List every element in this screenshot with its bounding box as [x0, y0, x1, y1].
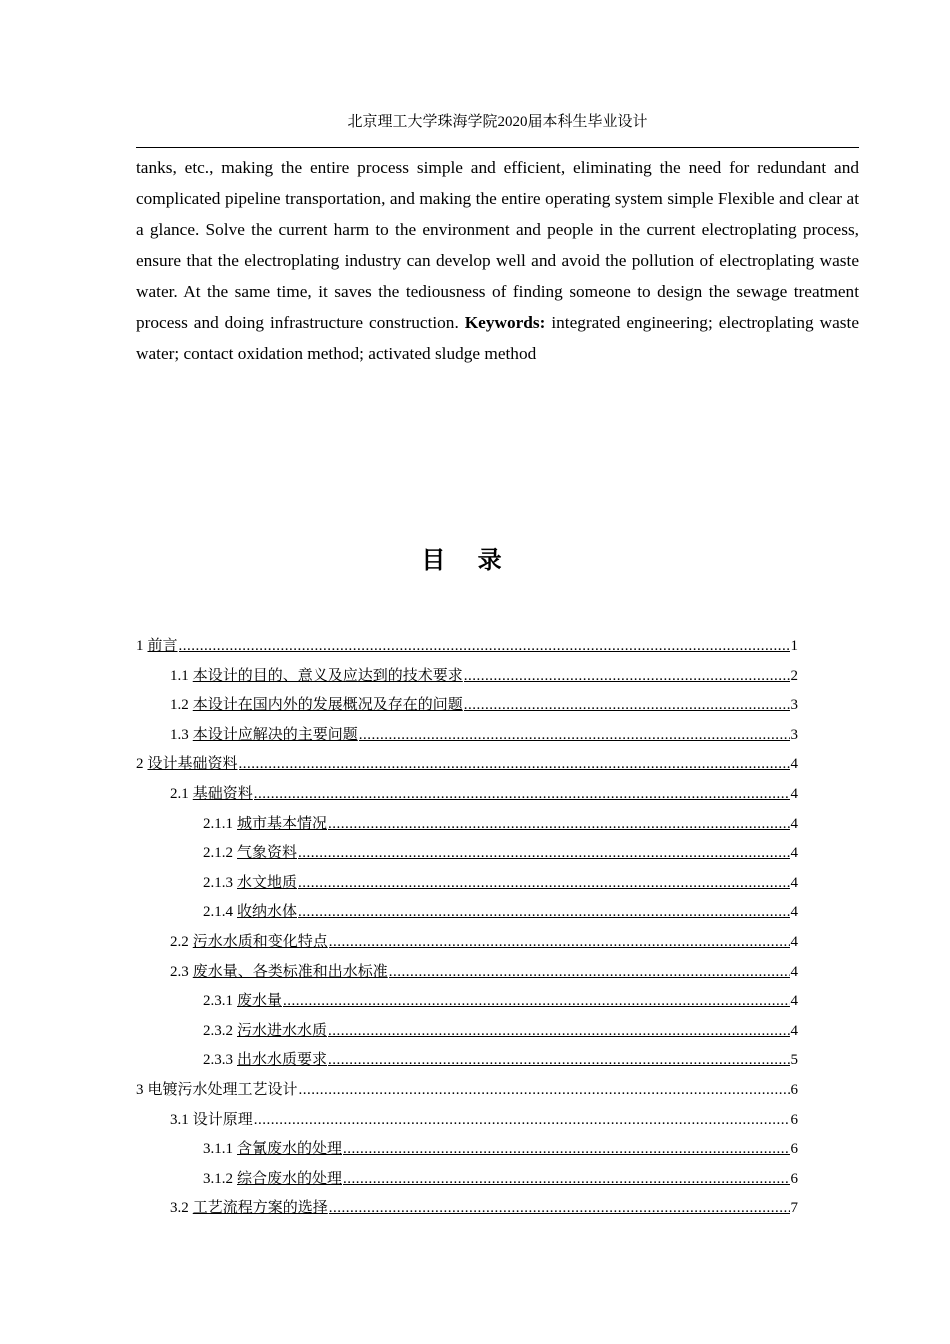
toc-number: 3.1.1	[203, 1141, 233, 1158]
toc-entry[interactable]	[136, 960, 798, 990]
toc-page-number: 4	[790, 815, 798, 832]
toc-entry[interactable]	[136, 752, 798, 782]
toc-leader	[283, 993, 789, 1010]
toc-page-number: 6	[790, 1081, 798, 1098]
toc-number: 2.1.2	[203, 845, 233, 862]
toc-page-number: 4	[790, 756, 798, 773]
toc-number: 2.2	[170, 933, 189, 950]
toc-number: 2.3.1	[203, 993, 233, 1010]
toc-page-number: 4	[790, 933, 798, 950]
toc-page-number: 6	[790, 1111, 798, 1128]
toc-page-number: 2	[790, 667, 798, 684]
toc-page-number: 4	[790, 904, 798, 921]
toc-number: 2.3.2	[203, 1022, 233, 1039]
toc-leader	[254, 786, 790, 803]
toc-number: 2.3	[170, 963, 189, 980]
toc-entry[interactable]	[136, 989, 798, 1019]
abstract-text: tanks, etc., making the entire process simple and efficient, eliminating the need for redundant and complicated pipeline transportation, and making the entire operating system simple Flexible and clear at a glance. Solve the current harm to the environment and people in the current electroplating process, ensure that the electroplating industry can develop well and avoid the pollution of electroplating waste water. At the same time, it saves the tediousness of finding someone to design the sewage treatment process and doing infrastructure construction.	[136, 158, 859, 332]
toc-entry-title[interactable]: 废水量	[237, 993, 283, 1010]
toc-entry-title[interactable]: 水文地质	[237, 874, 298, 891]
toc-page-number: 4	[790, 1022, 798, 1039]
toc-leader	[464, 697, 790, 714]
toc-page-number: 6	[790, 1141, 798, 1158]
toc-page-number: 5	[790, 1052, 798, 1069]
toc-entry-title[interactable]: 电镀污水处理工艺设计	[147, 1081, 298, 1098]
toc-entry[interactable]	[136, 634, 798, 664]
toc-page-number: 4	[790, 845, 798, 862]
toc-number: 2	[136, 756, 144, 773]
toc-entry-title[interactable]: 气象资料	[237, 845, 298, 862]
header-divider	[136, 147, 859, 148]
toc-number: 1.1	[170, 667, 189, 684]
toc-page-number: 4	[790, 785, 798, 802]
toc-page-number: 4	[790, 963, 798, 980]
toc-entry[interactable]	[136, 930, 798, 960]
toc-entry[interactable]	[136, 871, 798, 901]
toc-leader	[343, 1171, 789, 1188]
toc-number: 1	[136, 638, 144, 654]
toc-leader	[389, 964, 790, 981]
toc-leader	[359, 727, 790, 744]
toc-entry-title[interactable]: 废水量、各类标准和出水标准	[192, 963, 388, 980]
toc-entry-title[interactable]: 综合废水的处理	[237, 1170, 343, 1187]
toc-entry-title[interactable]: 本设计在国内外的发展概况及存在的问题	[192, 697, 463, 714]
toc-leader	[179, 638, 790, 655]
toc-entry[interactable]	[136, 812, 798, 842]
toc-entry[interactable]	[136, 664, 798, 694]
toc-leader	[328, 1052, 789, 1069]
keywords-label: Keywords:	[464, 313, 546, 332]
toc-number: 2.1.4	[203, 904, 233, 921]
toc-entry-title[interactable]: 含氰废水的处理	[237, 1141, 343, 1158]
toc-page-number: 6	[790, 1170, 798, 1187]
toc-number: 2.3.3	[203, 1052, 233, 1069]
toc-leader	[329, 1200, 790, 1217]
toc-leader	[328, 816, 789, 833]
toc-entry-title[interactable]: 设计基础资料	[147, 756, 238, 773]
toc-number: 3.1	[170, 1111, 189, 1128]
toc-leader	[298, 904, 789, 921]
toc-leader	[239, 756, 790, 773]
toc-entry-title[interactable]: 本设计的目的、意义及应达到的技术要求	[192, 667, 463, 684]
toc-title: 目 录	[421, 546, 514, 574]
toc-entry[interactable]	[136, 1167, 798, 1197]
toc-entry[interactable]	[136, 1108, 798, 1138]
toc-number: 3.2	[170, 1200, 189, 1217]
toc-entry[interactable]	[136, 1137, 798, 1167]
abstract-paragraph	[136, 152, 859, 369]
toc-page-number: 4	[790, 993, 798, 1010]
toc-number: 2.1.1	[203, 815, 233, 832]
page-header: 北京理工大学珠海学院2020届本科生毕业设计	[347, 114, 648, 130]
toc-leader	[328, 1023, 789, 1040]
toc-entry[interactable]	[136, 900, 798, 930]
toc-entry-title[interactable]: 污水水质和变化特点	[192, 933, 328, 950]
toc-entry[interactable]	[136, 1078, 798, 1108]
toc-entry-title[interactable]: 前言	[147, 638, 178, 654]
toc-leader	[343, 1141, 789, 1158]
toc-entry[interactable]	[136, 841, 798, 871]
toc-entry-title[interactable]: 工艺流程方案的选择	[192, 1200, 328, 1217]
toc-leader	[329, 934, 790, 951]
toc-number: 2.1.3	[203, 874, 233, 891]
toc-number: 1.3	[170, 726, 189, 743]
toc-page-number: 4	[790, 874, 798, 891]
toc-number: 1.2	[170, 697, 189, 714]
toc-entry[interactable]	[136, 782, 798, 812]
toc-entry[interactable]	[136, 723, 798, 753]
toc-entry-title[interactable]: 设计原理	[192, 1111, 253, 1128]
toc-entry[interactable]	[136, 1196, 798, 1226]
toc-page-number: 7	[790, 1200, 798, 1217]
toc-leader	[298, 845, 789, 862]
toc-entry-title[interactable]: 收纳水体	[237, 904, 298, 921]
toc-entry[interactable]	[136, 693, 798, 723]
table-of-contents	[136, 634, 798, 1226]
toc-leader	[298, 875, 789, 892]
toc-entry-title[interactable]: 基础资料	[192, 785, 253, 802]
toc-entry-title[interactable]: 城市基本情况	[237, 815, 328, 832]
toc-entry[interactable]	[136, 1048, 798, 1078]
toc-page-number: 3	[790, 697, 798, 714]
keywords-text: integrated engineering; electroplating waste water; contact oxidation method; activated sludge method	[136, 313, 859, 363]
toc-entry-title[interactable]: 出水水质要求	[237, 1052, 328, 1069]
toc-leader	[464, 668, 790, 685]
toc-page-number: 1	[790, 638, 798, 654]
toc-number: 2.1	[170, 785, 189, 802]
toc-number: 3.1.2	[203, 1170, 233, 1187]
toc-number: 3	[136, 1081, 144, 1098]
toc-entry[interactable]	[136, 1019, 798, 1049]
toc-entry-title[interactable]: 本设计应解决的主要问题	[192, 726, 358, 743]
toc-page-number: 3	[790, 726, 798, 743]
toc-leader	[299, 1082, 790, 1099]
toc-entry-title[interactable]: 污水进水水质	[237, 1022, 328, 1039]
toc-leader	[254, 1112, 790, 1129]
